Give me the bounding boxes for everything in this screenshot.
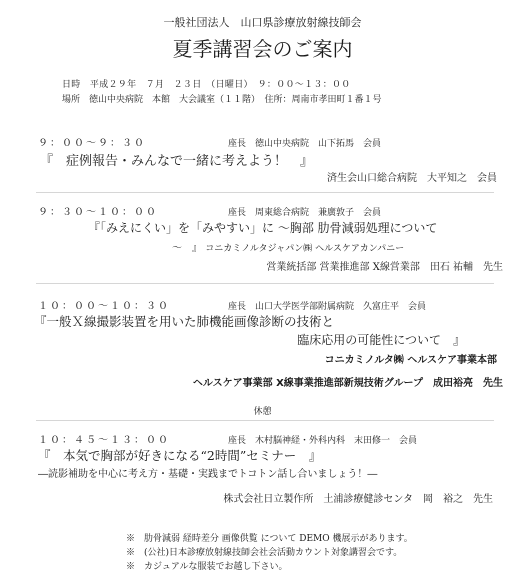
session-1-time: ９：００～９：３０ [38,138,146,149]
session-2-title-line2 [172,239,404,254]
session-3-speaker-line1: コニカミノルタ㈱ ヘルスケア事業本部 [324,355,497,366]
session-3-title-line2: 臨床応用の可能性について 』 [297,333,465,347]
session-1-chair: 座長 徳山中央病院 山下拓馬 会員 [228,139,382,149]
session-3-title-line1: 『一般Ｘ線撮影装置を用いた肺機能画像診断の技術と [34,314,335,329]
session-4-title: 『 本気で胸部が好きになる“2時間”セミナー 』 [38,448,322,463]
session-1-title: 『 症例報告・みんなで一緒に考えよう！ 』 [40,154,314,169]
note-item: ※ (公社)日本診療放射線技師会社会活動カウント対象講習会です。 [126,548,403,558]
session-3-time: １０：００～１０：３０ [38,301,170,312]
session-4-chair: 座長 木村脳神経・外科内科 末田修一 会員 [228,436,418,446]
note-item: ※ カジュアルな服装でお越し下さい。 [126,562,288,572]
session-2-title-line2-prefix: ～ 』 [172,243,202,254]
session-3-chair: 座長 山口大学医学部附属病院 久富庄平 会員 [228,302,427,312]
divider [36,192,494,193]
break-label: 休憩 [253,407,272,417]
venue-line: 場所 徳山中央病院 本館 大会議室（１１階） 住所：周南市孝田町１番１号 [62,95,382,105]
session-3-speaker-line2: ヘルスケア事業部 X線事業推進部新規技術グループ 成田裕亮 先生 [192,378,503,389]
note-item: ※ 肋骨減弱 経時差分 画像供覧 について DEMO 機展示があります。 [126,534,413,544]
organization-name: 一般社団法人 山口県診療放射線技師会 [163,16,362,29]
session-1-speaker: 済生会山口総合病院 大平知之 会員 [327,173,497,184]
divider [36,420,494,421]
page-title: 夏季講習会のご案内 [172,37,353,61]
session-2-company: コニカミノルタジャパン㈱ ヘルスケアカンパニー [205,244,405,254]
session-2-chair: 座長 周東総合病院 兼廣敦子 会員 [228,208,382,218]
session-2-speaker: 営業統括部 営業推進部 X線営業部 田石 祐輔 先生 [266,262,503,273]
session-4-speaker: 株式会社日立製作所 土浦診療健診センタ 岡 裕之 先生 [223,494,493,505]
session-2-title-line1: 『「みえにくい」を「みやすい」に ～胸部 肋骨減弱処理について [88,221,438,235]
date-line: 日時 平成２９年 ７月 ２３日 （日曜日） ９：００～１３：００ [62,80,351,90]
session-4-time: １０：４５～１３：００ [38,435,170,446]
divider [36,283,494,284]
session-4-subtitle: ―読影補助を中心に考え方・基礎・実践までトコトン話し合いましょう！― [38,469,378,480]
session-2-time: ９：３０～１０：００ [38,207,158,218]
